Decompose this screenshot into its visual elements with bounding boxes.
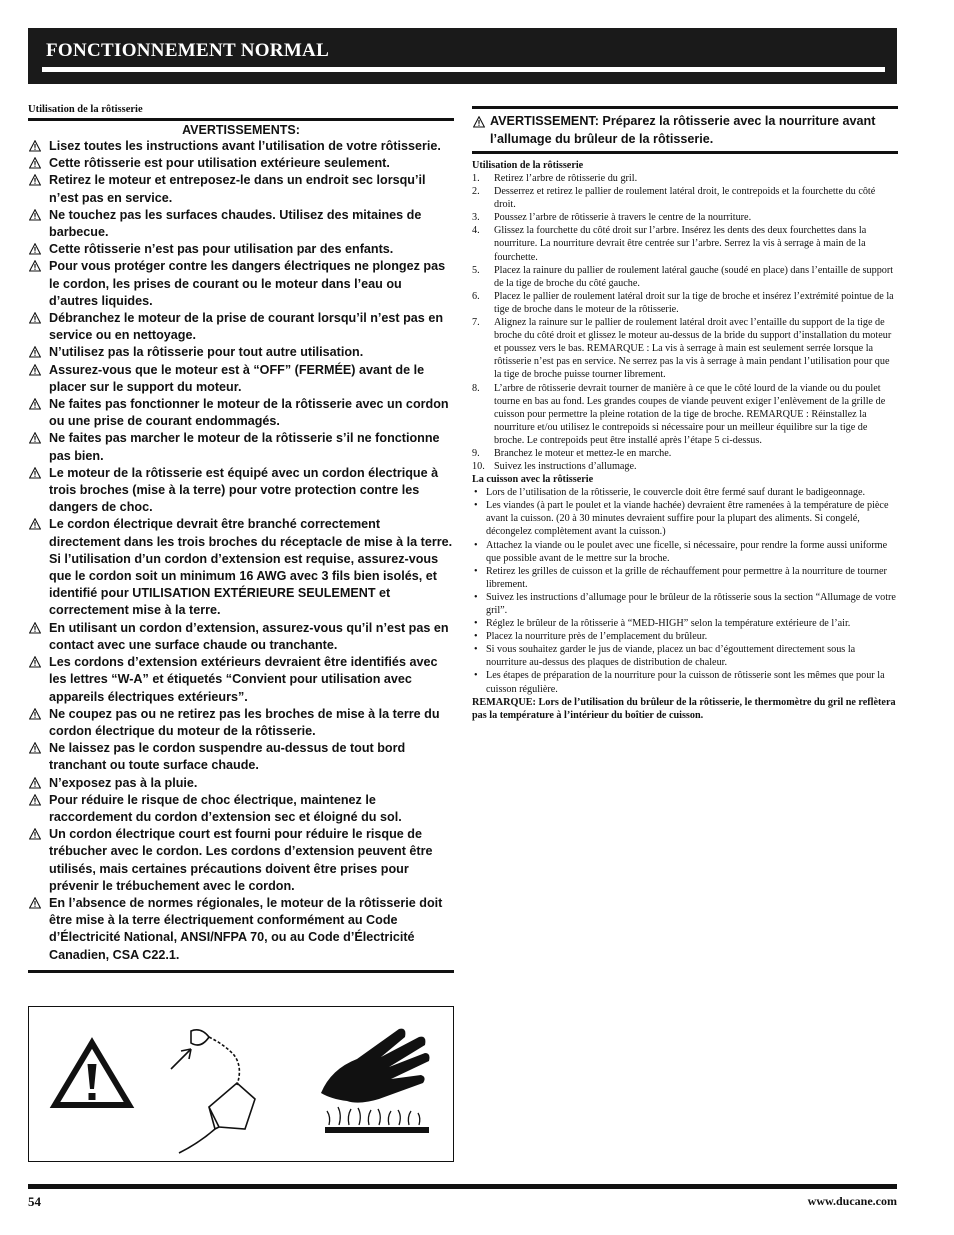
bullet-text: Les étapes de préparation de la nourriture pour la cuisson de rôtisserie sont les mêmes que pour la cuisson régulière. bbox=[486, 670, 885, 695]
bullet-icon: • bbox=[474, 644, 478, 656]
page-title: FONCTIONNEMENT NORMAL bbox=[46, 40, 330, 61]
bullet-text: Réglez le brûleur de la rôtisserie à “MED-HIGH” selon la température extérieure de l’air. bbox=[486, 618, 851, 630]
warning-heading-text: AVERTISSEMENT: Préparez la rôtisserie avec la nourriture avant l’allumage du brûleur de la rôtisserie. bbox=[490, 114, 876, 146]
warnings-bottom-rule bbox=[28, 970, 454, 973]
step-number: 4. bbox=[472, 225, 480, 237]
step-number: 1. bbox=[472, 173, 480, 184]
warning-item bbox=[28, 706, 454, 740]
cooking-bullet bbox=[472, 565, 898, 591]
bullet-icon: • bbox=[474, 565, 478, 577]
warning-triangle-icon bbox=[29, 656, 41, 668]
usage-step bbox=[472, 211, 898, 224]
usage-step bbox=[472, 447, 898, 460]
cooking-bullet bbox=[472, 591, 898, 617]
warning-text: Assurez-vous que le moteur est à “OFF” (FERMÉE) avant de le placer sur le support du moteur. bbox=[49, 362, 425, 394]
warning-text: Le cordon électrique devrait être branché correctement directement dans les trois broches du réceptacle de mise à la terre. Si l’utilisation d’un cordon d’extension est requise, assurez-vous que le cordon soit un minimum 16 AWG avec 3 fils bien isolés, et identifié pour UTILISATION EXTÉRIEURE SEULEMENT et correctement mise à la terre. bbox=[49, 517, 453, 618]
bullet-text: Attachez la viande ou le poulet avec une ficelle, si nécessaire, pour rendre la forme aussi uniforme que possible avant de le mettre sur la broche. bbox=[486, 539, 888, 564]
warning-triangle-icon bbox=[29, 209, 41, 221]
warnings-title: AVERTISSEMENTS: bbox=[182, 123, 300, 137]
warning-text: Ne faites pas fonctionner le moteur de la rôtisserie avec un cordon ou une prise de courant endommagés. bbox=[49, 397, 449, 429]
warning-triangle-icon bbox=[29, 140, 41, 152]
warning-item bbox=[28, 344, 454, 361]
warning-item bbox=[28, 826, 454, 895]
warning-triangle-icon bbox=[29, 398, 41, 410]
step-number: 3. bbox=[472, 212, 480, 224]
step-text: Branchez le moteur et mettez-le en marche. bbox=[494, 447, 672, 459]
warning-text: Cette rôtisserie n’est pas pour utilisation par des enfants. bbox=[49, 242, 394, 257]
bullet-text: Les viandes (à part le poulet et la viande hachée) devraient être ramenées à la température de pièce avant la cuisson. (20 à 30 minutes devraient suffire pour la plupart des aliments. Si congelé, décongelez complètement avant la cuisson.) bbox=[486, 500, 889, 538]
step-number: 6. bbox=[472, 290, 480, 302]
warning-item bbox=[28, 258, 454, 310]
step-text: Suivez les instructions d’allumage. bbox=[494, 461, 637, 473]
warning-triangle-icon bbox=[29, 897, 41, 909]
step-number: 5. bbox=[472, 264, 480, 276]
bullet-icon: • bbox=[474, 487, 478, 499]
warning-triangle-icon bbox=[29, 174, 41, 186]
rotisserie-warning-heading bbox=[472, 106, 898, 154]
warning-text: Un cordon électrique court est fourni pour réduire le risque de trébucher avec le cordon. Les cordons d’extension peuvent être utilisés, mais certaines précautions doivent être prises pour prévenir le trébuchement avec le cordon. bbox=[49, 827, 433, 893]
warning-item bbox=[28, 792, 454, 826]
bullet-text: Si vous souhaitez garder le jus de viande, placez un bac d’égouttement directement sous la nourriture au-dessus des plaques de distribution de chaleur. bbox=[486, 644, 856, 669]
step-text: Poussez l’arbre de rôtisserie à travers le centre de la nourriture. bbox=[494, 212, 752, 224]
step-text: Placez le pallier de roulement latéral droit sur la tige de broche et insérez l’extrémité pointue de la tige de broche dans le moteur de la rôtisserie. bbox=[494, 290, 894, 315]
warning-item bbox=[28, 465, 454, 517]
step-text: Glissez la fourchette du côté droit sur l’arbre. Insérez les dents des deux fourchettes dans la nourriture. La nourriture devrait être centrée sur l’arbre. Serrez la vis à serrage à main de la fourchette. bbox=[494, 225, 867, 263]
usage-title: Utilisation de la rôtisserie bbox=[472, 160, 584, 171]
bullet-text: Retirez les grilles de cuisson et la grille de réchauffement pour permettre à la nourriture de tourner librement. bbox=[486, 565, 887, 590]
hot-surface-hand-icon bbox=[321, 1029, 430, 1133]
usage-step bbox=[472, 460, 898, 473]
warning-triangle-icon bbox=[29, 622, 41, 634]
warning-item bbox=[28, 362, 454, 396]
step-text: Placez la rainure du pallier de roulement latéral gauche (soudé en place) dans l’entaille de support de la tige de broche du côté gauche. bbox=[494, 264, 894, 289]
right-column bbox=[472, 106, 898, 722]
bullet-text: Lors de l’utilisation de la rôtisserie, le couvercle doit être fermé sauf durant le badigeonnage. bbox=[486, 487, 866, 499]
step-text: Alignez la rainure sur le pallier de roulement latéral droit avec l’entaille du support de la tige de broche du côté droit et glissez le moteur au-dessus de la bride du support d’installation du moteur et poussez vers le bas. REMARQUE : La vis à serrage à main est seulement serrée lorsque la rôtisserie n’est pas en service. Ne serrez pas la vis à serrage à main pendant l’utilisation pour que la tige de broche puisse tourner librement. bbox=[494, 317, 892, 381]
warning-text: Les cordons d’extension extérieurs devraient être identifiés avec les lettres “W-A” et étiquetés “Convient pour utilisation avec appareils électriques extérieurs”. bbox=[49, 655, 438, 704]
usage-step bbox=[472, 382, 898, 447]
warning-triangle-icon bbox=[29, 828, 41, 840]
step-number: 9. bbox=[472, 447, 480, 459]
bullet-icon: • bbox=[474, 670, 478, 682]
warning-triangle-icon bbox=[55, 1043, 129, 1105]
warning-figure bbox=[28, 1006, 454, 1162]
warning-triangle-icon bbox=[29, 467, 41, 479]
warning-triangle-icon bbox=[29, 364, 41, 376]
warning-text: Pour vous protéger contre les dangers électriques ne plongez pas le cordon, les prises de courant ou le moteur dans l’eau ou d’autres liquides. bbox=[49, 259, 446, 308]
page-header bbox=[28, 28, 897, 84]
warning-triangle-icon bbox=[29, 794, 41, 806]
left-column bbox=[28, 104, 454, 973]
cooking-bullet bbox=[472, 669, 898, 695]
warning-item bbox=[28, 207, 454, 241]
usage-step bbox=[472, 185, 898, 211]
warning-illustration bbox=[29, 1007, 453, 1161]
warning-triangle-icon bbox=[29, 243, 41, 255]
warning-text: Débranchez le moteur de la prise de courant lorsqu’il n’est pas en service ou en nettoyage. bbox=[49, 311, 444, 343]
warning-triangle-icon bbox=[29, 518, 41, 530]
cooking-bullet bbox=[472, 643, 898, 669]
warning-text: Ne faites pas marcher le moteur de la rôtisserie s’il ne fonctionne pas bien. bbox=[49, 431, 440, 463]
step-number: 8. bbox=[472, 382, 480, 394]
warning-item bbox=[28, 775, 454, 792]
step-text: Retirez l’arbre de rôtisserie du gril. bbox=[494, 173, 638, 184]
cooking-note: REMARQUE: Lors de l’utilisation du brûleur de la rôtisserie, le thermomètre du gril ne reflètera pas la température à l’intérieur du boîtier de cuisson. bbox=[472, 696, 896, 721]
usage-step bbox=[472, 290, 898, 316]
warning-item bbox=[28, 138, 454, 155]
step-number: 7. bbox=[472, 317, 480, 329]
warning-item bbox=[28, 895, 454, 964]
bullet-icon: • bbox=[474, 539, 478, 551]
warning-text: En utilisant un cordon d’extension, assurez-vous qu’il n’est pas en contact avec une surface chaude ou tranchante. bbox=[49, 620, 449, 652]
warning-item bbox=[28, 155, 454, 172]
bullet-icon: • bbox=[474, 591, 478, 603]
warnings-list bbox=[28, 138, 454, 964]
page-number: 54 bbox=[28, 1194, 41, 1209]
step-text: L’arbre de rôtisserie devrait tourner de manière à ce que le côté lourd de la viande ou du poulet tourne en bas au fond. Les grandes coupes de viande peuvent exiger l’enlèvement de la grille de cuisson pour permettre la pleine rotation de la tige de broche. REMARQUE : Réinstallez la nourriture et/ou utilisez le contrepoids si nécessaire pour un meilleur équilibre sur la tige de broche. Le contrepoids peut être installé après l’étape 5 ci-dessus. bbox=[494, 382, 886, 446]
warning-item bbox=[28, 740, 454, 774]
section-rule bbox=[28, 118, 454, 121]
usage-step bbox=[472, 264, 898, 290]
warning-text: Cette rôtisserie est pour utilisation extérieure seulement. bbox=[49, 156, 390, 171]
step-number: 10. bbox=[472, 461, 485, 473]
bullet-text: Placez la nourriture près de l’emplacement du brûleur. bbox=[486, 631, 708, 643]
warning-text: Retirez le moteur et entreposez-le dans un endroit sec lorsqu’il n’est pas en service. bbox=[49, 173, 426, 205]
bullet-icon: • bbox=[474, 631, 478, 643]
warning-text: Pour réduire le risque de choc électrique, maintenez le raccordement du cordon d’extension sec et éloigné du sol. bbox=[49, 792, 402, 824]
plug-cord-icon bbox=[171, 1030, 255, 1153]
footer-rule bbox=[28, 1184, 897, 1189]
header-rule bbox=[42, 67, 885, 72]
cooking-bullet bbox=[472, 499, 898, 538]
warning-item bbox=[28, 310, 454, 344]
warning-triangle-icon bbox=[29, 312, 41, 324]
warning-text: Ne touchez pas les surfaces chaudes. Utilisez des mitaines de barbecue. bbox=[49, 207, 422, 240]
warning-triangle-icon bbox=[29, 260, 41, 272]
warning-text: N’utilisez pas la rôtisserie pour tout autre utilisation. bbox=[49, 345, 364, 360]
cooking-bullet bbox=[472, 486, 898, 499]
step-number: 2. bbox=[472, 186, 480, 198]
bullet-text: Suivez les instructions d’allumage pour le brûleur de la rôtisserie sous la section “Allumage de votre gril”. bbox=[486, 591, 896, 616]
warning-text: Lisez toutes les instructions avant l’utilisation de votre rôtisserie. bbox=[49, 139, 441, 153]
warning-text: En l’absence de normes régionales, le moteur de la rôtisserie doit être mise à la terre électriquement conformément au Code d’Électricité National, ANSI/NFPA 70, ou au Code d’Électricité Canadien, CSA C22.1. bbox=[49, 895, 443, 962]
warning-triangle-icon bbox=[29, 346, 41, 358]
warning-item bbox=[28, 516, 454, 619]
warning-item bbox=[28, 654, 454, 706]
warning-triangle-icon bbox=[29, 708, 41, 720]
warning-triangle-icon bbox=[29, 742, 41, 754]
cooking-bullets bbox=[472, 486, 898, 696]
warning-item bbox=[28, 172, 454, 206]
bullet-icon: • bbox=[474, 618, 478, 630]
website-link[interactable]: www.ducane.com bbox=[807, 1194, 897, 1208]
section-label: Utilisation de la rôtisserie bbox=[28, 104, 143, 115]
warning-triangle-icon bbox=[29, 777, 41, 789]
step-text: Desserrez et retirez le pallier de roulement latéral droit, le contrepoids et la fourchette du côté droit. bbox=[494, 186, 876, 211]
warning-text: Le moteur de la rôtisserie est équipé avec un cordon électrique à trois broches (mise à la terre) pour votre protection contre les dangers de choc. bbox=[49, 465, 439, 515]
cooking-bullet bbox=[472, 539, 898, 565]
cooking-bullet bbox=[472, 617, 898, 630]
warning-text: Ne coupez pas ou ne retirez pas les broches de mise à la terre du cordon électrique du moteur de la rôtisserie. bbox=[49, 706, 440, 738]
usage-steps bbox=[472, 172, 898, 473]
warning-text: Ne laissez pas le cordon suspendre au-dessus de tout bord tranchant ou toute surface chaude. bbox=[49, 741, 406, 773]
cooking-title: La cuisson avec la rôtisserie bbox=[472, 474, 594, 486]
warning-item bbox=[28, 241, 454, 258]
warning-triangle-icon bbox=[473, 116, 485, 128]
cooking-bullet bbox=[472, 630, 898, 643]
warning-triangle-icon bbox=[29, 157, 41, 169]
usage-step bbox=[472, 316, 898, 381]
usage-step bbox=[472, 172, 898, 185]
warning-item bbox=[28, 430, 454, 464]
warning-text: N’exposez pas à la pluie. bbox=[49, 775, 198, 790]
warning-triangle-icon bbox=[29, 432, 41, 444]
bullet-icon: • bbox=[474, 500, 478, 512]
warning-item bbox=[28, 396, 454, 430]
warning-item bbox=[28, 620, 454, 654]
usage-step bbox=[472, 224, 898, 263]
